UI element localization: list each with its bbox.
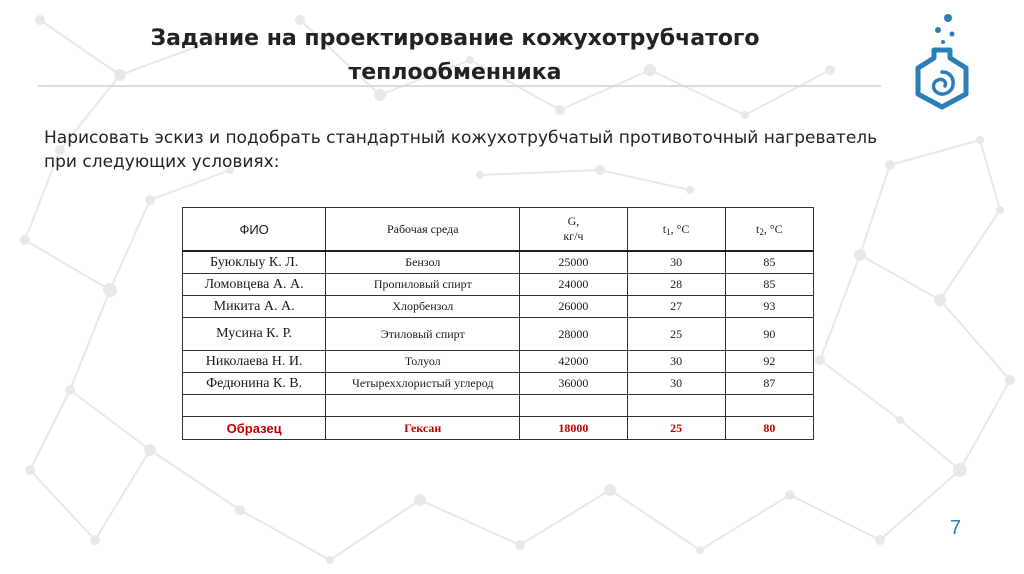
cell-medium: Толуол [326,351,520,373]
lab-flask-logo-icon [910,10,974,110]
table-row [183,318,814,351]
header-t2-unit: , °С [763,221,783,236]
sample-row [183,417,814,440]
empty-cell [627,395,725,417]
header-flow [520,208,627,252]
cell-name: Микита А. А. [183,296,326,318]
table-row [183,351,814,373]
table-row [183,251,814,274]
header-t1-unit: , °С [670,221,690,236]
empty-cell [326,395,520,417]
task-description-line-2: при следующих условиях: [44,152,280,172]
cell-name: Мусина К. Р. [183,318,326,351]
cell-t2: 85 [725,251,813,274]
header-t2-symbol: t [756,221,760,236]
cell-t2: 85 [725,274,813,296]
task-description-line-1: Нарисовать эскиз и подобрать стандартный кожухотрубчатый противоточный нагреватель [44,128,878,148]
page-number: 7 [950,517,962,539]
cell-medium: Этиловый спирт [326,318,520,351]
cell-medium: Хлорбензол [326,296,520,318]
cell-t1: 27 [627,296,725,318]
cell-t2: 93 [725,296,813,318]
sample-t1: 25 [627,417,725,440]
empty-cell [520,395,627,417]
cell-t1: 25 [627,318,725,351]
header-t1-symbol: t [662,221,667,236]
cell-t2: 90 [725,318,813,351]
cell-medium: Четыреххлористый углерод [326,373,520,395]
cell-flow: 42000 [520,351,627,373]
cell-name: Буюклыу К. Л. [183,251,326,274]
header-name: ФИО [183,208,326,252]
header-t1-subscript: 1 [666,226,671,237]
sample-t2: 80 [725,417,813,440]
table-row [183,373,814,395]
cell-flow: 25000 [520,251,627,274]
empty-cell [725,395,813,417]
header-flow-symbol: G, [567,214,580,228]
cell-t2: 92 [725,351,813,373]
header-flow-unit: кг/ч [563,229,584,243]
assignment-table [182,207,814,440]
cell-flow: 26000 [520,296,627,318]
cell-t1: 30 [627,351,725,373]
cell-t2: 87 [725,373,813,395]
cell-flow: 24000 [520,274,627,296]
task-description [44,126,984,174]
empty-cell [183,395,326,417]
cell-medium: Пропиловый спирт [326,274,520,296]
cell-name: Ломовцева А. А. [183,274,326,296]
cell-name: Николаева Н. И. [183,351,326,373]
cell-t1: 28 [627,274,725,296]
cell-flow: 28000 [520,318,627,351]
slide-title-line-2: теплообменника [348,60,562,85]
slide-title-line-1: Задание на проектирование кожухотрубчатого [150,26,760,51]
empty-row [183,395,814,417]
slide-title [40,22,870,90]
title-divider [38,85,881,87]
sample-name: Образец [183,417,326,440]
cell-t1: 30 [627,373,725,395]
sample-flow: 18000 [520,417,627,440]
table-row [183,274,814,296]
header-t2-subscript: 2 [759,226,764,237]
header-t2 [725,208,813,252]
cell-name: Федюнина К. В. [183,373,326,395]
cell-flow: 36000 [520,373,627,395]
header-t1 [627,208,725,252]
sample-medium: Гексан [326,417,520,440]
cell-medium: Бензол [326,251,520,274]
cell-t1: 30 [627,251,725,274]
header-medium: Рабочая среда [326,208,520,252]
table-header-row [183,208,814,252]
table-row [183,296,814,318]
